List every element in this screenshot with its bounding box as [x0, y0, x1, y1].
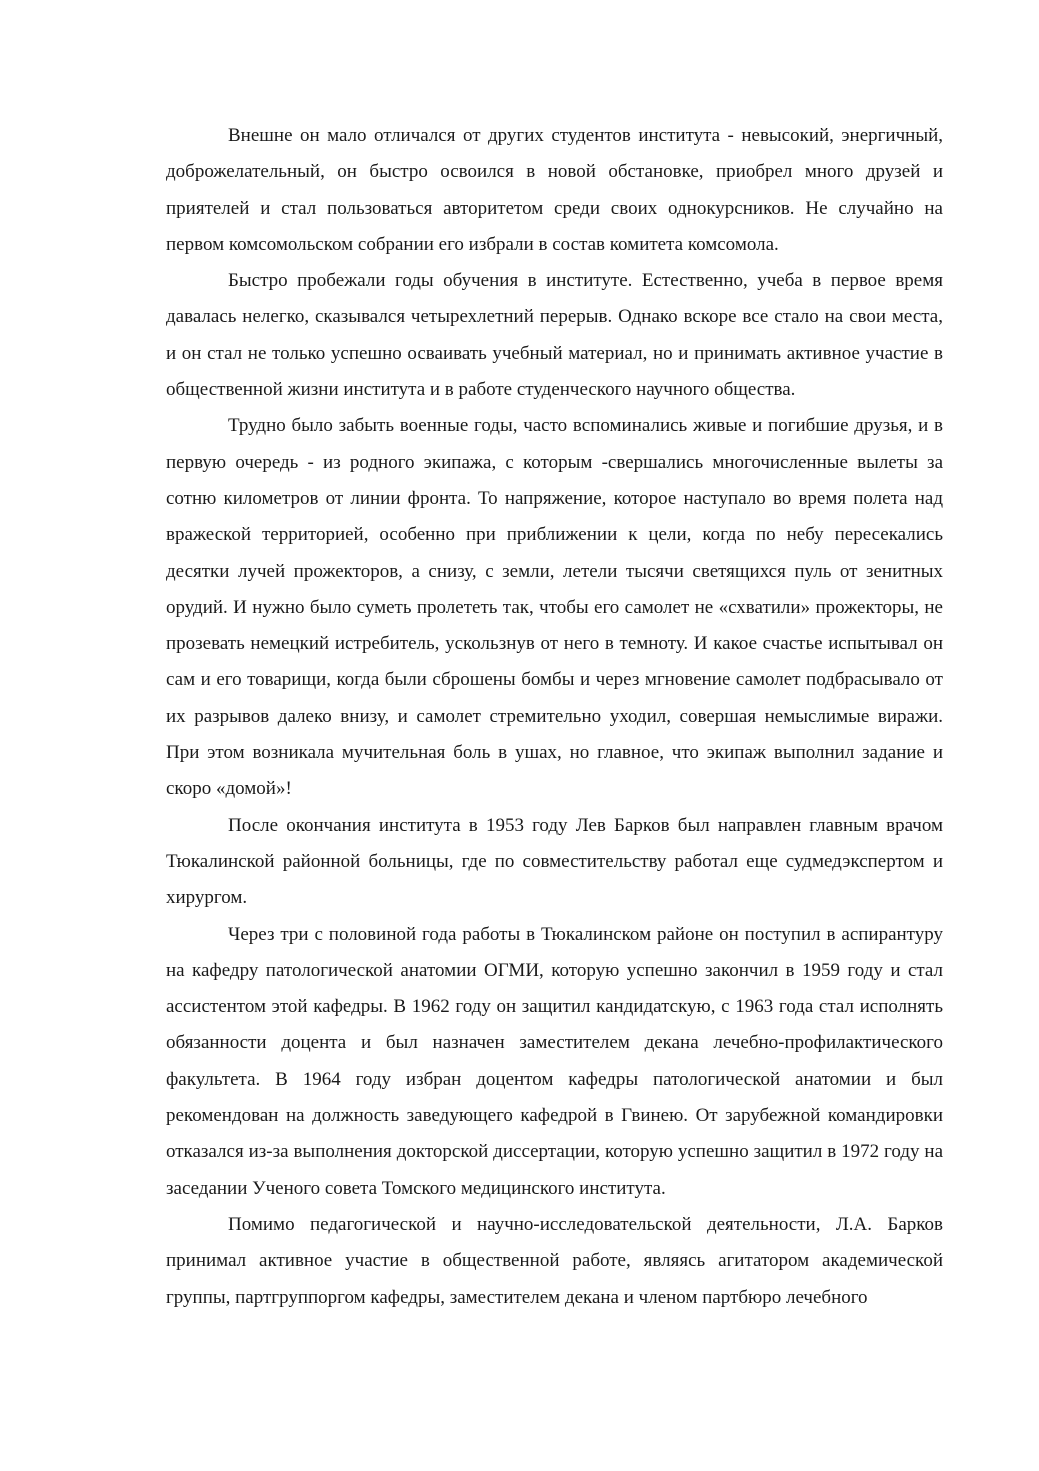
paragraph-career: Через три с половиной года работы в Тюкалинском районе он поступил в аспирантуру на кафедру патологической анатомии ОГМИ, которую успешно закончил в 1959 году и стал ассистентом этой кафедры. В 1962 году он защитил кандидатскую, с 1963 года стал исполнять обязанности доцента и был назначен заместителем декана лечебно-профилактического факультета. В 1964 году избран доцентом кафедры патологической анатомии и был рекомендован на должность заведующего кафедрой в Гвинею. От зарубежной командировки отказался из-за выполнения докторской диссертации, которую успешно защитил в 1972 году на заседании Ученого совета Томского медицинского института.: [166, 923, 943, 1199]
paragraph-study-years: Быстро пробежали годы обучения в институте. Естественно, учеба в первое время давалась нелегко, сказывался четырехлетний перерыв. Однако вскоре все стало на свои места, и он стал не только успешно осваивать учебный материал, но и принимать активное участие в общественной жизни института и в работе студенческого научного общества.: [166, 270, 943, 401]
paragraph-student-life: Внешне он мало отличался от других студентов института - невысокий, энергичный, доброжелательный, он быстро освоился в новой обстановке, приобрел много друзей и приятелей и стал пользоваться авторитетом среди своих однокурсников. Не случайно на первом комсомольском собрании его избрали в состав комитета комсомола.: [166, 125, 943, 255]
paragraph-public-work: Помимо педагогической и научно-исследовательской деятельности, Л.А. Барков принимал активное участие в общественной работе, являясь агитатором академической группы, партгруппоргом кафедры, заместителем декана и членом партбюро лечебного: [166, 1213, 943, 1308]
paragraph-after-graduation: После окончания института в 1953 году Лев Барков был направлен главным врачом Тюкалинской районной больницы, где по совместительству работал еще судмедэкспертом и хирургом.: [166, 814, 943, 909]
paragraph-war-memories: Трудно было забыть военные годы, часто вспоминались живые и погибшие друзья, и в первую очередь - из родного экипажа, с которым -свершались многочисленные вылеты за сотню километров от линии фронта. То напряжение, которое наступало во время полета над вражеской территорией, особенно при приближении к цели, когда по небу пересекались десятки лучей прожекторов, а снизу, с земли, летели тысячи светящихся пуль от зенитных орудий. И нужно было суметь пролететь так, чтобы его самолет не «схватили» прожекторы, не прозевать немецкий истребитель, ускользнув от него в темноту. И какое счастье испытывал он сам и его товарищи, когда были сброшены бомбы и через мгновение самолет подбрасывало от их разрывов далеко внизу, и самолет стремительно уходил, совершая немыслимые виражи. При этом возникала мучительная боль в ушах, но главное, что экипаж выполнил задание и скоро «домой»!: [166, 415, 943, 800]
text-body: [166, 118, 943, 1316]
